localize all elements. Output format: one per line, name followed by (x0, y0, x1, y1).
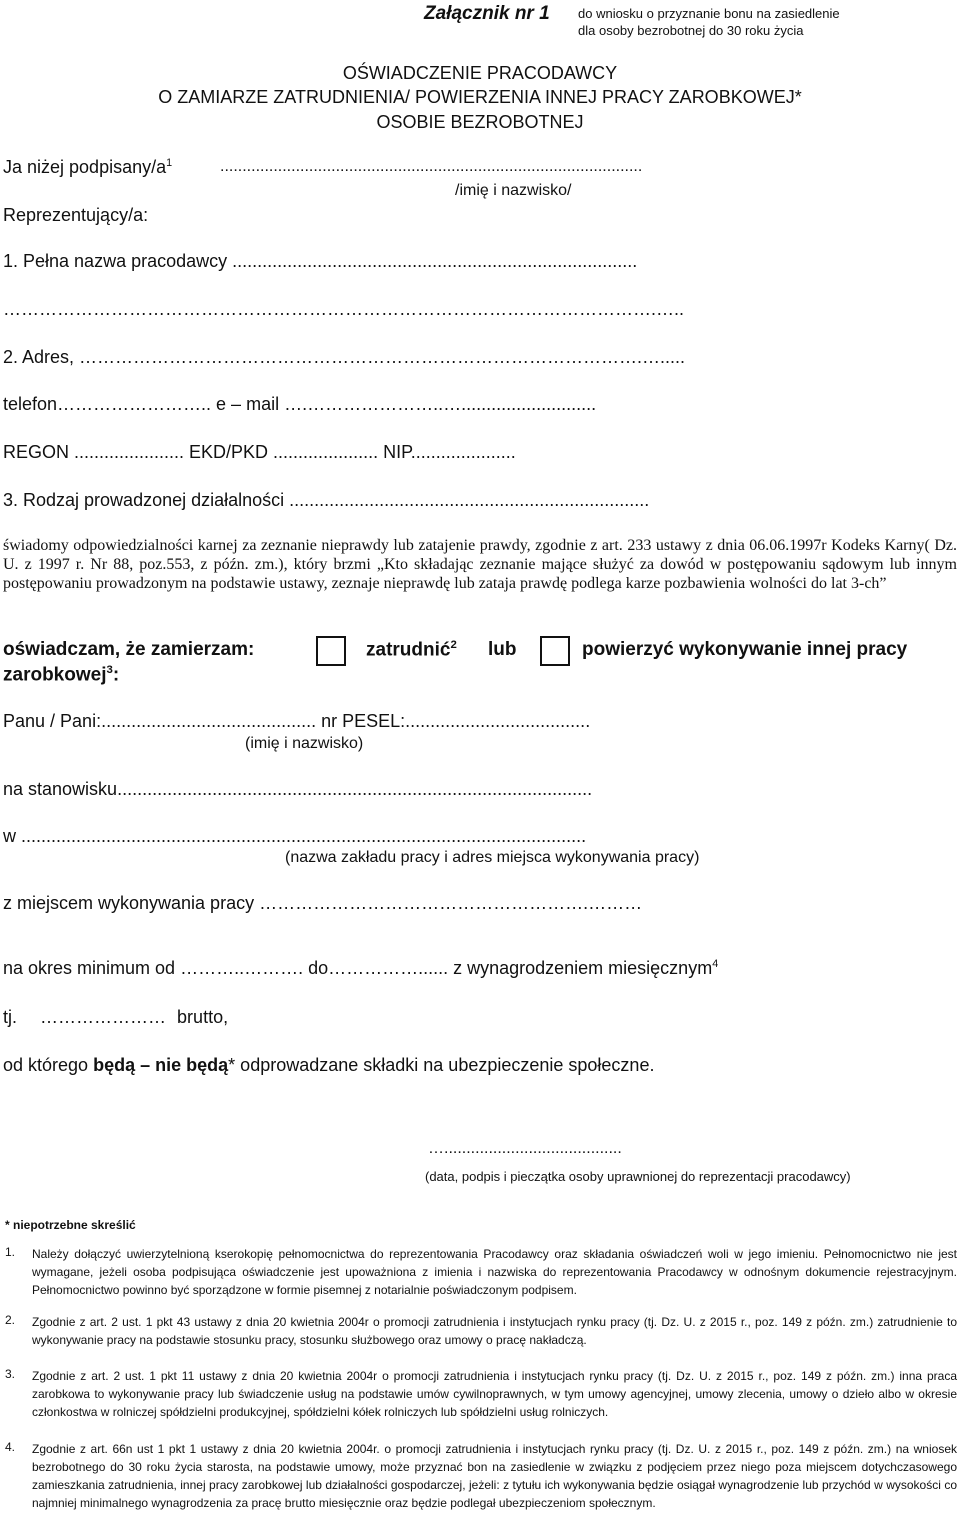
contributions-prefix: od którego (3, 1055, 89, 1075)
footnote-1-text: Należy dołączyć uwierzytelnioną kserokopię pełnomocnictwa do reprezentowania Pracodawcy oraz składania oświadczeń woli w jego imieniu. Pełnomocnictwo nie jest wymagane, jeżeli osoba podpisująca oświadczenie jest upoważniona z imienia i nazwiska do reprezentowania Pracodawcy w odnośnym dokumencie rejestracyjnym. Pełnomocnictwo powinno być sporządzone w formie pisemnej z notarialnie poświadczonym podpisem. (32, 1247, 957, 1297)
workplace-field: w ................................................................................................................. (3, 826, 587, 846)
footnote-4-number: 4. (5, 1440, 16, 1454)
contributions-dash: – (140, 1055, 151, 1075)
footnote-1-number: 1. (5, 1245, 16, 1259)
employ-footnote-ref: 2 (450, 639, 457, 651)
work-place-field: z miejscem wykonywania pracy ……………………………………………….……… (3, 893, 643, 913)
footnote-3-text: Zgodnie z art. 2 ust. 1 pkt 11 ustawy z dnia 20 kwietnia 2004r o promocji zatrudnienia i instytucjach rynku pracy (tj. Dz. U. z 2015 r., poz. 149 z późn. zm.) inna praca zarobkowa to wykonywanie pracy lub świadczenie usług na podstawie umów cywilnoprawnych, w tym umowy agencyjnej, umowy zlecenia, umowy o dzieło albo w okresie członkostwa w rolniczej spółdzielni produkcyjnej, spółdzielni kółek rolniczych lub spółdzielni usług rolniczych. (32, 1369, 957, 1419)
gross-suffix: brutto, (177, 1007, 229, 1027)
entrust-checkbox[interactable] (540, 636, 570, 666)
or-label: lub (488, 639, 517, 660)
footnote-4-text: Zgodnie z art. 66n ust 1 pkt 1 ustawy z dnia 20 kwietnia 2004r. o promocji zatrudnienia i instytucjach rynku pracy (tj. Dz. U. z 2015 r., poz. 149 z późn. zm.) na wniosek bezrobotnego do 30 roku życia starosta, na podstawie umowy, może przyznać bon na zasiedlenie w związku z podjęciem przez niego poza miejscem dotychczasowego zamieszkania zatrudnienia, innej pracy zarobkowej lub działalności gospodarczej, jeżeli: z tytułu ich wykonywania będzie osiągał wynagrodzenie lub przychód w wysokości co najmniej minimalnego wynagrodzenia za pracę brutto miesięcznie oraz będzie podlegał ubezpieczeniom społecznym. (32, 1442, 957, 1510)
entrust-option-label2: zarobkowej (3, 664, 107, 686)
employer-name-continuation: ……………………………………………………………………………………………….….. (3, 299, 685, 319)
contributions-suffix: * odprowadzane składki na ubezpieczenie społeczne. (228, 1055, 655, 1075)
heading-line2: O ZAMIARZE ZATRUDNIENIA/ POWIERZENIA INNEJ PRACY ZAROBKOWEJ* (158, 87, 802, 107)
employ-option (366, 639, 457, 661)
person-name-pesel-field: Panu / Pani:........................................... nr PESEL:..................................... (3, 711, 591, 731)
legal-notice: świadomy odpowiedzialności karnej za zeznanie nieprawdy lub zatajenie prawdy, zgodnie z art. 233 ustawy z dnia 06.06.1997r Kodeks Karny( Dz. U. z 1997 r. Nr 88, poz.553, z późn. zm.), który brzmi „Kto składając zeznanie mające służyć za dowód w postępowaniu sądowym lub innym postępowaniu prowadzonym na podstawie ustawy, zeznaje nieprawdę lub zataja prawdę podlega karze pozbawienia wolności do lat 3-ch” (3, 537, 957, 592)
undersigned-dots: ............................................................................................... (220, 158, 643, 175)
attachment-title: Załącznik nr 1 (424, 3, 550, 24)
heading-line3: OSOBIE BEZROBOTNEJ (376, 112, 584, 132)
employ-checkbox[interactable] (316, 636, 346, 666)
gross-field (3, 1007, 228, 1028)
position-field: na stanowisku............................................................................................... (3, 779, 593, 799)
footnote-2-text: Zgodnie z art. 2 ust. 1 pkt 43 ustawy z dnia 20 kwietnia 2004r o promocji zatrudnienia i instytucjach rynku pracy (tj. Dz. U. z 2015 r., poz. 149 z późn. zm.) zatrudnienie to wykonywanie pracy na podstawie stosunku pracy, stosunku służbowego oraz umowy o pracę nakładczą. (32, 1315, 957, 1347)
phone-email-field: telefon…………………….. e – mail ….…………………..…........................... (3, 394, 597, 414)
contributions-will: będą (93, 1055, 136, 1075)
contributions-statement (3, 1055, 654, 1076)
signature-dots: …........................................ (428, 1140, 622, 1157)
employ-option-label: zatrudnić (366, 639, 451, 661)
gross-dots: ………………… (40, 1007, 167, 1027)
attachment-note-line1: do wniosku o przyznanie bonu na zasiedlenie (578, 6, 840, 21)
period-salary-text: na okres minimum od ………..………. do……………...... z wynagrodzeniem miesięcznym (3, 958, 713, 978)
footnote-2-number: 2. (5, 1313, 16, 1327)
heading-line1: OŚWIADCZENIE PRACODAWCY (342, 63, 618, 83)
entrust-footnote-ref: 3 (106, 664, 113, 676)
period-salary-field (3, 958, 718, 979)
gross-prefix: tj. (3, 1007, 18, 1027)
footnote-3-number: 3. (5, 1367, 16, 1381)
regon-ekd-nip-field: REGON ...................... EKD/PKD ..................... NIP..................... (3, 442, 516, 462)
representing-label: Reprezentujący/a: (3, 205, 149, 225)
undersigned-footnote-ref: 1 (166, 157, 173, 169)
person-name-caption: (imię i nazwisko) (245, 735, 364, 752)
attachment-note-line2: dla osoby bezrobotnej do 30 roku życia (578, 23, 804, 38)
undersigned-field (3, 157, 172, 178)
entrust-option-label: powierzyć wykonywanie innej pracy (582, 639, 908, 660)
contributions-wont: nie będą (155, 1055, 229, 1075)
signature-caption: (data, podpis i pieczątka osoby uprawnionej do reprezentacji pracodawcy) (425, 1169, 851, 1184)
address-field: 2. Adres, ………………………………………………………………………………….…..... (3, 347, 686, 367)
declaration-intro: oświadczam, że zamierzam: (3, 639, 255, 660)
salary-footnote-ref: 4 (712, 958, 719, 970)
employer-name-field: 1. Pełna nazwa pracodawcy ................................................................................. (3, 251, 638, 271)
entrust-option-continuation (3, 664, 119, 686)
workplace-caption: (nazwa zakładu pracy i adres miejsca wykonywania pracy) (285, 849, 700, 866)
activity-field: 3. Rodzaj prowadzonej działalności ........................................................................ (3, 490, 650, 510)
strike-note: * niepotrzebne skreślić (5, 1218, 136, 1232)
undersigned-label: Ja niżej podpisany/a (3, 157, 167, 177)
entrust-colon: : (112, 664, 120, 686)
name-caption: /imię i nazwisko/ (455, 182, 572, 199)
